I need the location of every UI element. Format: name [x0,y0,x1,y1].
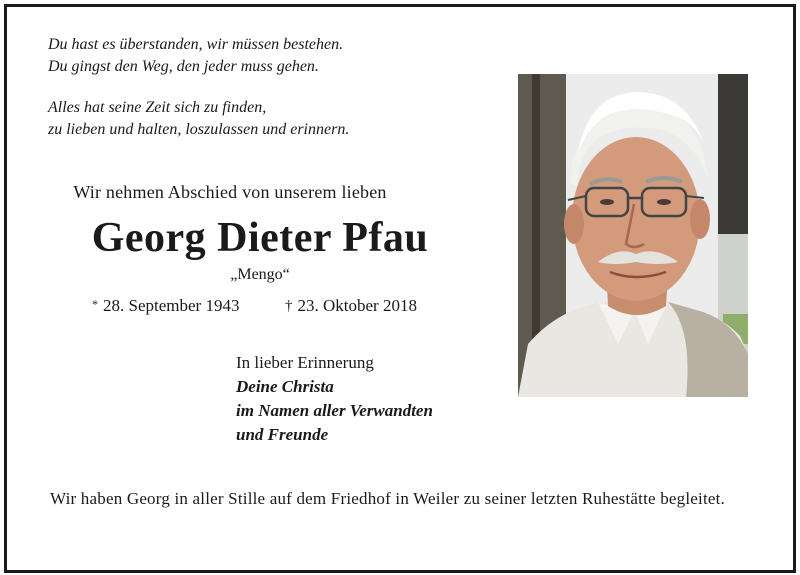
remembrance-intro: In lieber Erinnerung [236,353,374,372]
death-cross-icon: † [285,298,293,314]
birth-star-icon: * [92,297,98,311]
poem-line: Du gingst den Weg, den jeder muss gehen. [48,58,319,75]
birth-date: 28. September 1943 [103,296,240,315]
death-date-line [285,296,417,316]
remembrance-block [236,351,433,447]
poem-line: zu lieben und halten, loszulassen und erinnern. [48,121,350,138]
farewell-intro: Wir nehmen Abschied von unserem lieben [73,182,387,202]
portrait-illustration [518,74,748,397]
deceased-name: Georg Dieter Pfau [91,215,429,261]
deceased-nickname: „Mengo“ [230,266,290,283]
mourner-line: Deine Christa [236,377,334,396]
portrait-photo [518,74,748,397]
birth-date-line [92,296,239,316]
mourner-line: und Freunde [236,425,329,444]
burial-notice: Wir haben Georg in aller Stille auf dem Friedhof in Weiler zu seiner letzten Ruhestätte begleitet. [50,489,725,508]
death-date: 23. Oktober 2018 [297,296,417,315]
poem-line: Alles hat seine Zeit sich zu finden, [48,99,267,116]
poem-line: Du hast es überstanden, wir müssen bestehen. [48,36,344,53]
poem-stanza-1 [48,34,343,78]
poem-stanza-2 [48,97,349,141]
mourner-line: im Namen aller Verwandten [236,401,433,420]
